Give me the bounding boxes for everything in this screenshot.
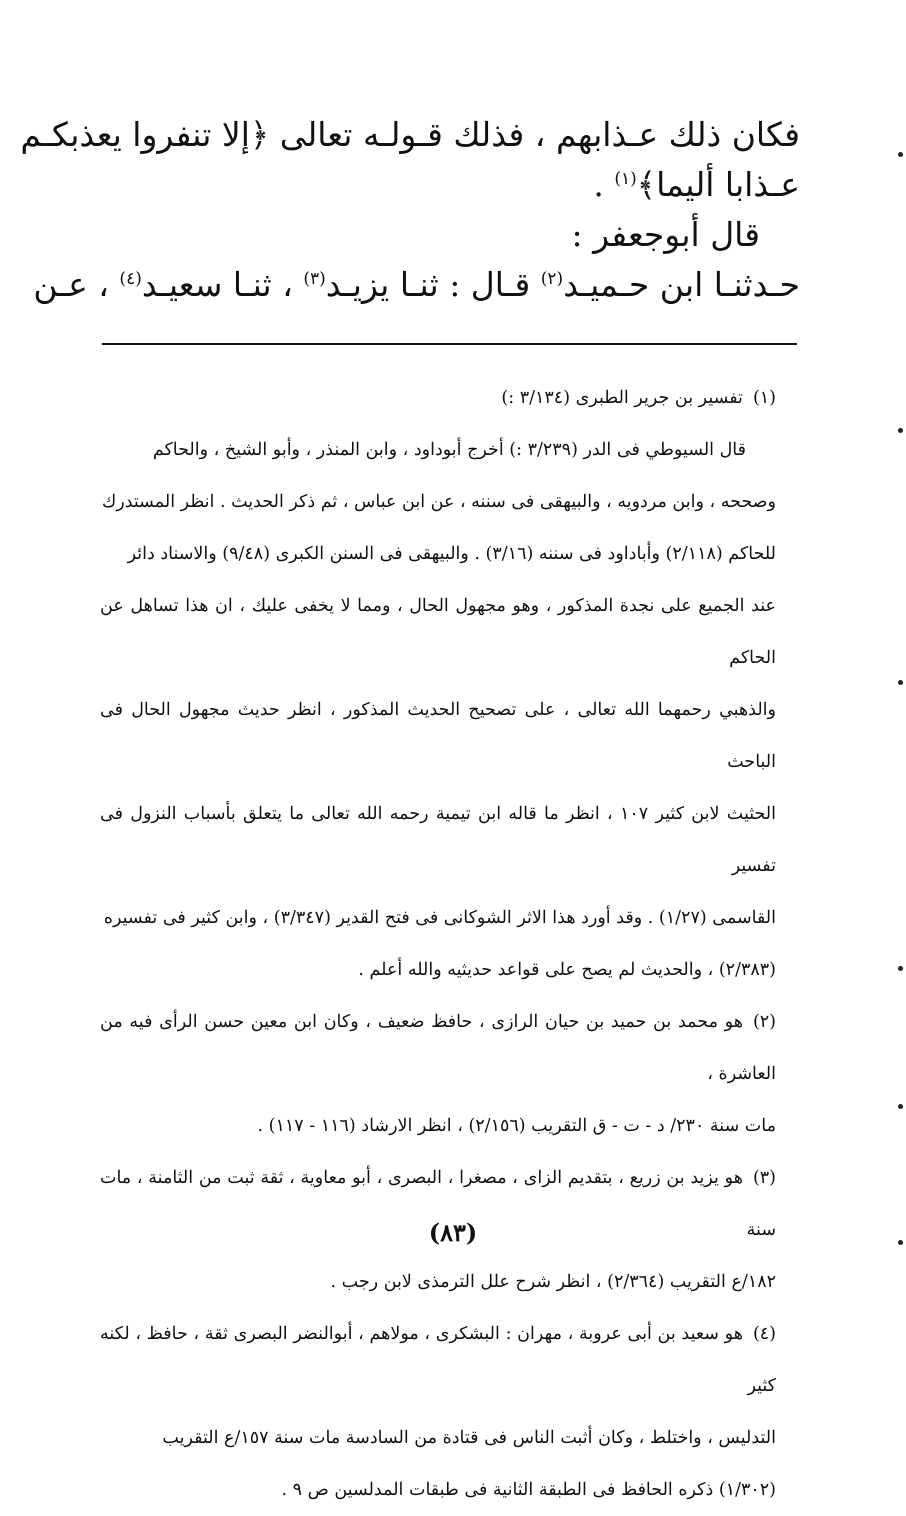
footnote-line: عند الجميع على نجدة المذكور ، وهو مجهول الحال ، ومما لا يخفى عليك ، ان هذا تساهل عن الحاكم bbox=[100, 596, 776, 668]
main-line-2-text: عـذابا أليما﴾ bbox=[636, 165, 800, 204]
main-line-4-c: ، ثنـا سعيـد bbox=[141, 265, 304, 304]
main-text-line-2 bbox=[100, 160, 800, 210]
main-line-4-a: حـدثنـا ابن حـميـد bbox=[563, 265, 800, 304]
footnote-line: هو سعيد بن أبى عروبة ، مهران : البشكرى ، مولاهم ، أبوالنضر البصرى ثقة ، حافظ ، لكنه كثير bbox=[100, 1324, 776, 1396]
footnote-4 bbox=[100, 1308, 776, 1516]
footnote-1 bbox=[100, 372, 776, 996]
footnote-line: للحاكم (٢/١١٨) وأباداود فى سننه (٣/١٦) . والبيهقى فى السنن الكبرى (٩/٤٨) والاسناد دائر bbox=[127, 544, 776, 564]
footnote-ref-4: (٤) bbox=[119, 269, 142, 289]
footnote-line: (١/٣٠٢) ذكره الحافظ فى الطبقة الثانية فى طبقات المدلسين ص ٩ . bbox=[281, 1480, 776, 1500]
footnote-number: (٣) bbox=[752, 1168, 776, 1188]
footnote-number: (٤) bbox=[752, 1324, 776, 1344]
footnote-line: التدليس ، واختلط ، وكان أثبت الناس فى قتادة من السادسة مات سنة ١٥٧/ع التقريب bbox=[162, 1428, 776, 1448]
main-text-line-3 bbox=[100, 210, 800, 260]
footnote-divider bbox=[102, 343, 797, 345]
footnote-number: (٢) bbox=[752, 1012, 776, 1032]
footnote-line: هو يزيد بن زريع ، بتقديم الزاى ، مصغرا ، البصرى ، أبو معاوية ، ثقة ثبت من الثامنة ، مات سنة bbox=[100, 1168, 776, 1240]
margin-dot bbox=[898, 680, 903, 685]
footnote-line: وصححه ، وابن مردويه ، والبيهقى فى سننه ، عن ابن عباس ، ثم ذكر الحديث . انظر المستدرك bbox=[101, 492, 776, 512]
footnote-ref-3: (٣) bbox=[303, 269, 326, 289]
margin-dot bbox=[898, 1240, 903, 1245]
margin-dot bbox=[898, 966, 903, 971]
footnotes bbox=[100, 372, 776, 1516]
margin-dot bbox=[898, 1104, 903, 1109]
main-text-line-1 bbox=[20, 110, 800, 160]
footnote-line: تفسير بن جرير الطبرى (٣/١٣٤ :) bbox=[501, 388, 743, 408]
margin-dot bbox=[898, 152, 903, 157]
footnote-ref-2: (٢) bbox=[540, 269, 564, 289]
footnote-line: مات سنة ٢٣٠/ د - ت - ق التقريب (٢/١٥٦) ، انظر الارشاد (١١٦ - ١١٧) . bbox=[257, 1116, 776, 1136]
footnote-line: ١٨٢/ع التقريب (٢/٣٦٤) ، انظر شرح علل الترمذى لابن رجب . bbox=[330, 1272, 776, 1292]
main-line-2-end: . bbox=[593, 165, 615, 204]
main-text bbox=[20, 110, 800, 310]
page-number: (٨٣) bbox=[428, 1218, 478, 1247]
margin-dot bbox=[898, 428, 903, 433]
footnote-line: قال السيوطي فى الدر (٣/٢٣٩ :) أخرج أبوداود ، وابن المنذر ، وأبو الشيخ ، والحاكم bbox=[152, 440, 746, 460]
main-line-1-text: فكان ذلك عـذابهم ، فذلك قـولـه تعالى ﴿إلا تنفروا يعذبكـم bbox=[20, 115, 800, 154]
footnote-2 bbox=[100, 996, 776, 1152]
footnote-ref-1: (١) bbox=[614, 169, 637, 189]
main-line-4-b: قـال : ثنـا يزيـد bbox=[325, 265, 541, 304]
footnote-line: والذهبي رحمهما الله تعالى ، على تصحيح الحديث المذكور ، انظر حديث مجهول الحال فى الباحث bbox=[100, 700, 776, 772]
footnote-number: (١) bbox=[752, 388, 776, 408]
footnote-line: الحثيث لابن كثير ١٠٧ ، انظر ما قاله ابن تيمية رحمه الله تعالى ما يتعلق بأسباب النزول فى تفسير bbox=[100, 804, 776, 876]
footnote-line: (٢/٣٨٣) ، والحديث لم يصح على قواعد حديثيه والله أعلم . bbox=[358, 960, 776, 980]
main-line-3-text: قال أبوجعفر : bbox=[571, 215, 760, 254]
footnote-line: هو محمد بن حميد بن حيان الرازى ، حافظ ضعيف ، وكان ابن معين حسن الرأى فيه من العاشرة ، bbox=[100, 1012, 776, 1084]
footnote-line: القاسمى (١/٢٧) . وقد أورد هذا الاثر الشوكانى فى فتح القدير (٣/٣٤٧) ، وابن كثير فى تفسيره bbox=[103, 908, 776, 928]
main-text-line-4 bbox=[33, 260, 800, 310]
main-line-4-d: ، عـن bbox=[33, 265, 120, 304]
